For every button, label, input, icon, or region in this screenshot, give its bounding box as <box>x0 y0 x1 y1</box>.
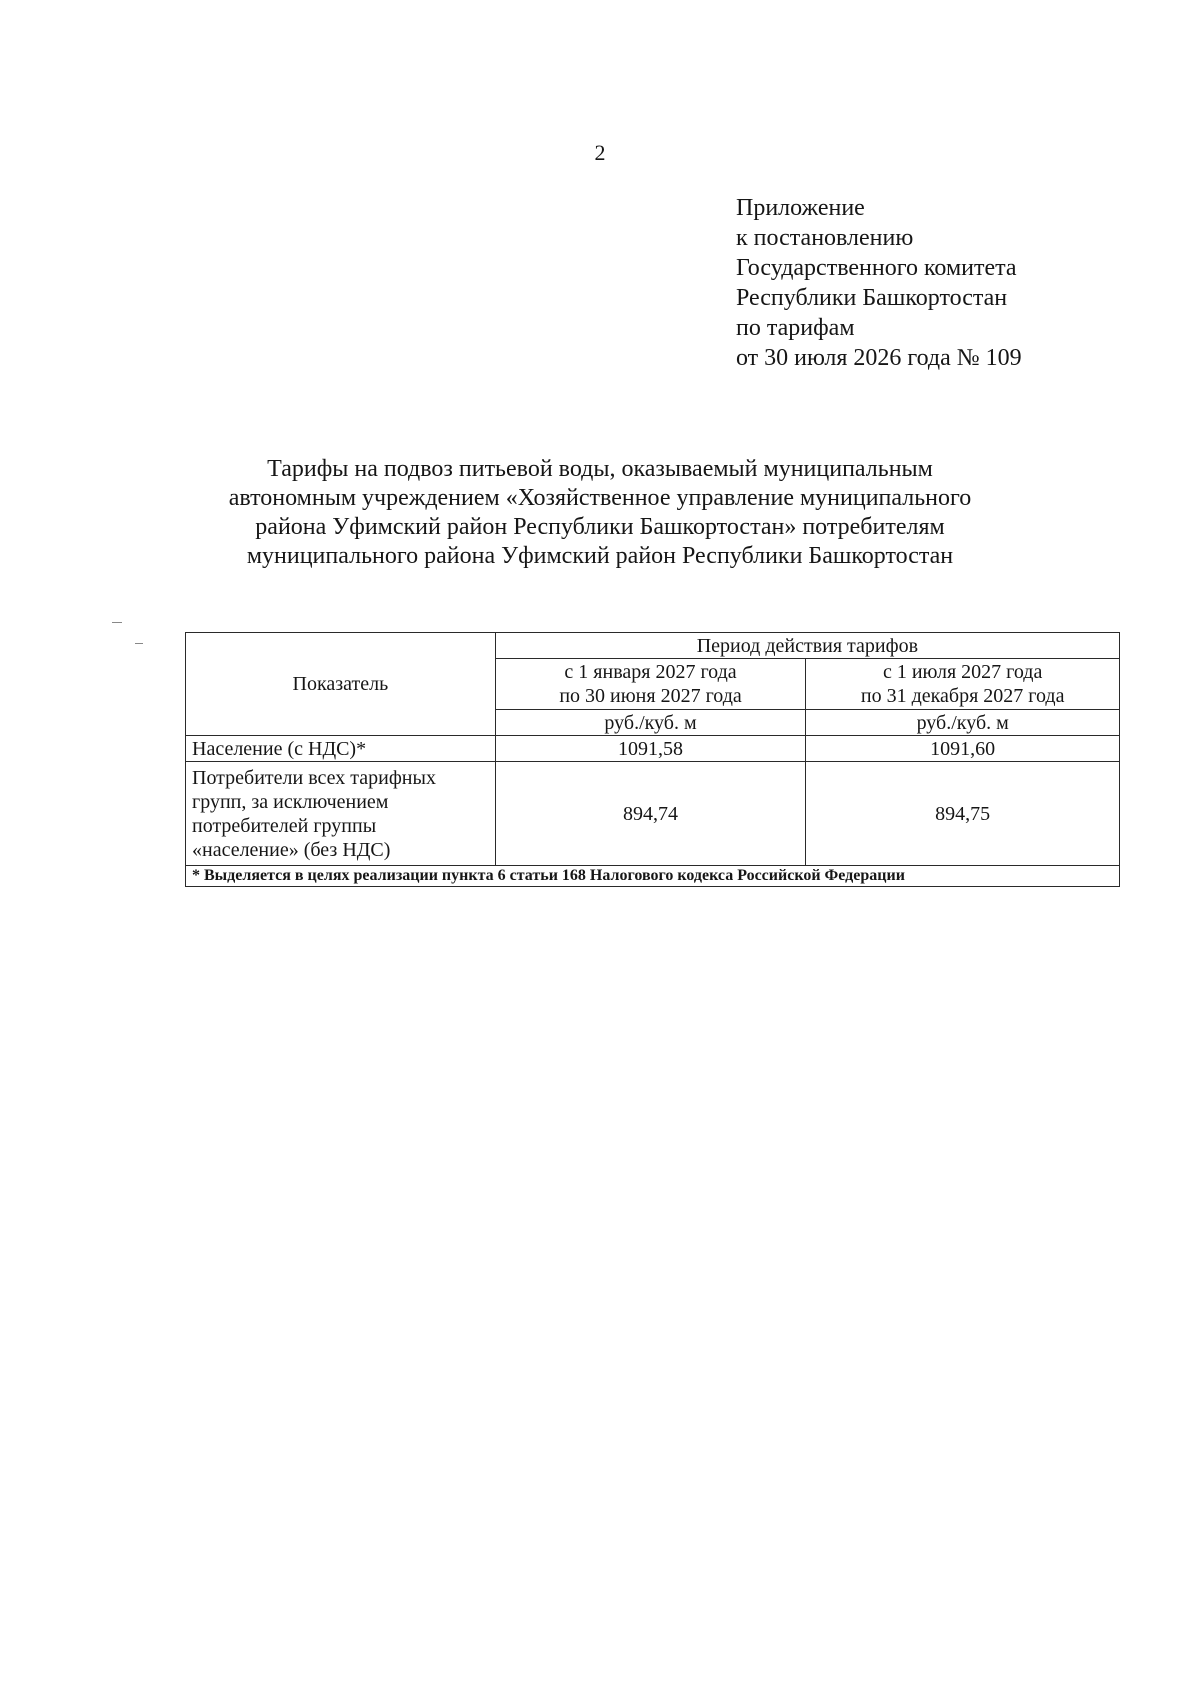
footnote: * Выделяется в целях реализации пункта 6 статьи 168 Налогового кодекса Российской Федерации <box>186 866 1120 887</box>
appendix-block <box>736 193 1022 373</box>
page-number: 2 <box>594 140 606 165</box>
scan-speck <box>112 622 122 623</box>
table-row <box>186 762 1120 866</box>
row-label-population: Население (с НДС)* <box>186 736 496 762</box>
scan-speck <box>135 643 143 644</box>
period-2-end: по 31 декабря 2027 года <box>860 685 1065 707</box>
document-title <box>170 455 1030 571</box>
row-label-line: «население» (без НДС) <box>192 838 391 861</box>
period-1-unit: руб./куб. м <box>495 710 806 736</box>
period-1-start: с 1 января 2027 года <box>564 661 737 683</box>
row-label-other-consumers <box>186 762 496 866</box>
period-1-header <box>495 659 806 710</box>
period-2-header <box>806 659 1120 710</box>
period-1-end: по 30 июня 2027 года <box>559 685 742 707</box>
appendix-line: к постановлению <box>736 225 914 251</box>
row-value: 894,74 <box>495 762 806 866</box>
row-value: 1091,60 <box>806 736 1120 762</box>
row-label-line: групп, за исключением <box>192 790 389 813</box>
table-header-row <box>186 633 1120 659</box>
appendix-line: Приложение <box>736 195 865 221</box>
period-header: Период действия тарифов <box>495 633 1119 659</box>
title-line: Тарифы на подвоз питьевой воды, оказываемый муниципальным <box>267 456 933 482</box>
row-value: 894,75 <box>806 762 1120 866</box>
period-2-start: с 1 июля 2027 года <box>882 661 1043 683</box>
appendix-line: от 30 июля 2026 года № 109 <box>736 345 1022 371</box>
appendix-line: Республики Башкортостан <box>736 285 1008 311</box>
row-value: 1091,58 <box>495 736 806 762</box>
title-line: автономным учреждением «Хозяйственное управление муниципального <box>228 485 972 511</box>
footnote-row <box>186 866 1120 887</box>
appendix-line: Государственного комитета <box>736 255 1017 281</box>
indicator-header: Показатель <box>186 633 496 736</box>
title-line: района Уфимский район Республики Башкортостан» потребителям <box>255 514 945 540</box>
row-label-line: Потребители всех тарифных <box>192 766 436 789</box>
title-line: муниципального района Уфимский район Республики Башкортостан <box>246 543 954 569</box>
row-label-line: потребителей группы <box>192 814 377 837</box>
table-row <box>186 736 1120 762</box>
tariff-table <box>185 632 1120 887</box>
period-2-unit: руб./куб. м <box>806 710 1120 736</box>
appendix-line: по тарифам <box>736 315 855 341</box>
